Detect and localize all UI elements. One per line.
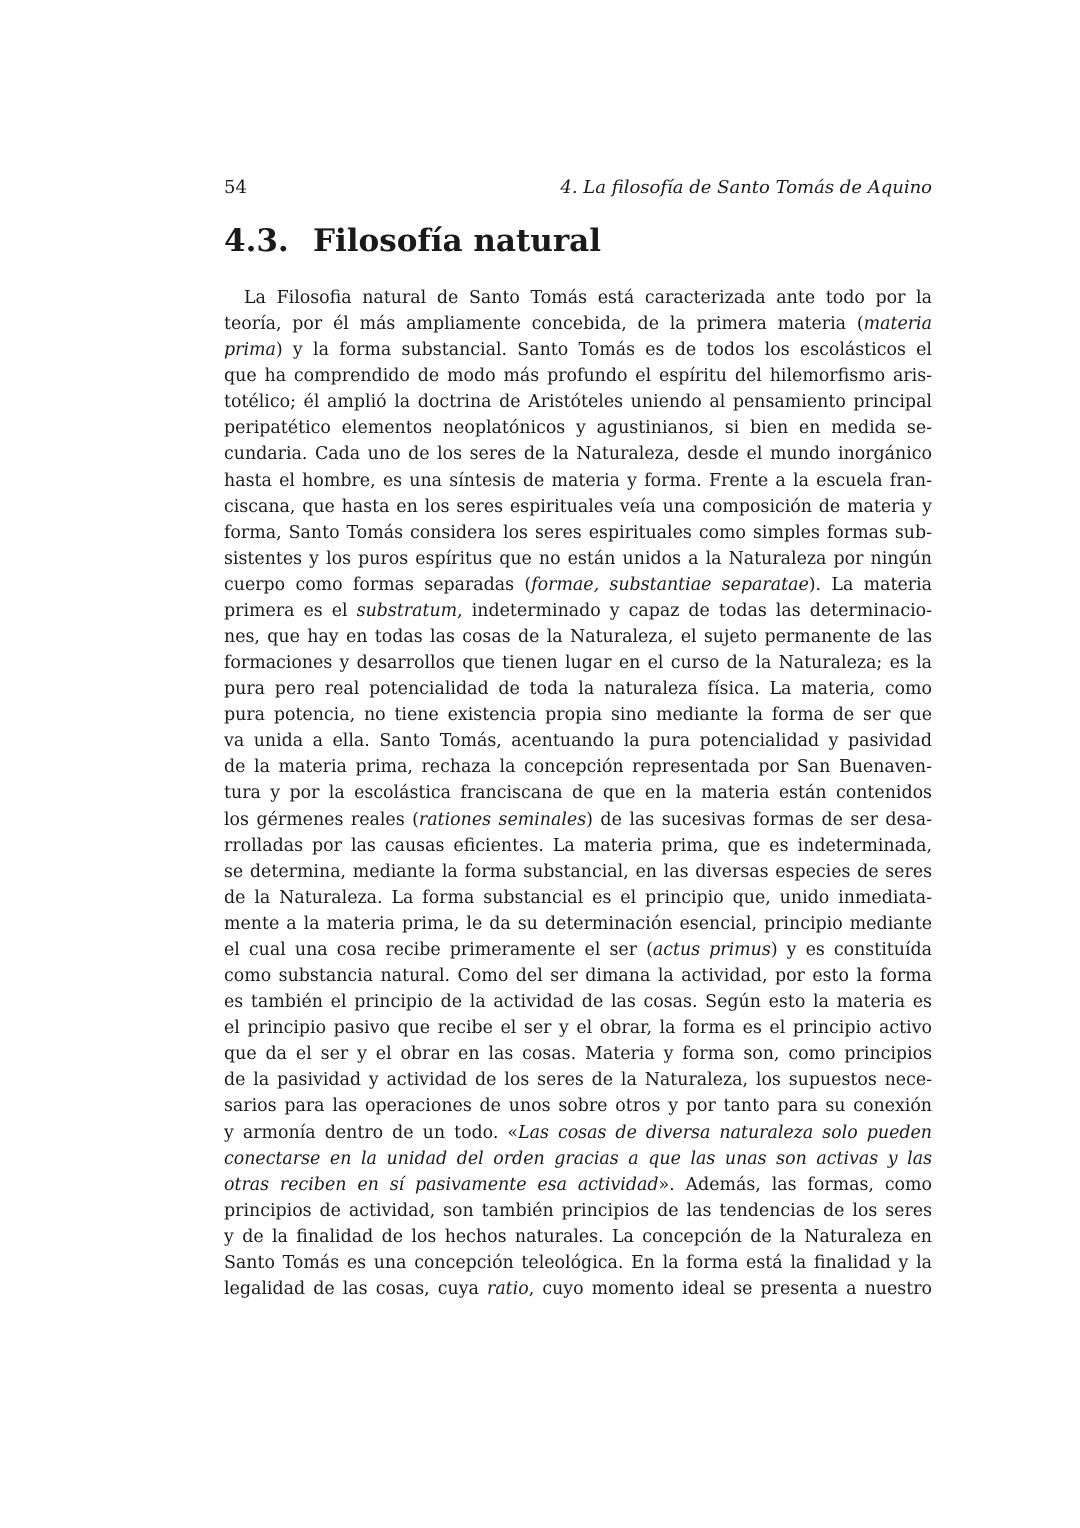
text-run: ciscana, que hasta en los seres espirituales veía una composición de materia y [224, 496, 932, 517]
text-run: que da el ser y el obrar en las cosas. Materia y forma son, como principios [224, 1044, 932, 1065]
text-run: de la materia prima, rechaza la concepción representada por San Buenaven- [224, 757, 932, 778]
text-line [224, 1172, 932, 1198]
text-line [224, 1250, 932, 1276]
text-line [224, 624, 932, 650]
text-run: ) y es constituída [770, 939, 933, 960]
text-run: y de la finalidad de los hechos naturales. La concepción de la Naturaleza en [224, 1226, 932, 1247]
text-line [224, 1146, 932, 1172]
italic-term: rationes seminales [418, 809, 587, 830]
text-line [224, 650, 932, 676]
text-line [224, 859, 932, 885]
text-line [224, 337, 932, 363]
text-line [224, 807, 932, 833]
text-line [224, 885, 932, 911]
text-line [224, 1093, 932, 1119]
text-run: cuerpo como formas separadas ( [224, 574, 532, 595]
text-run: formaciones y desarrollos que tienen lugar en el curso de la Naturaleza; es la [224, 653, 932, 674]
text-line [224, 1224, 932, 1250]
text-run: pura pero real potencialidad de toda la naturaleza física. La materia, como [224, 679, 932, 700]
text-run: se determina, mediante la forma substancial, en las diversas especies de seres [224, 861, 932, 882]
text-line [224, 389, 932, 415]
text-run: , cuyo momento ideal se presenta a nuestro [528, 1278, 932, 1299]
text-run: como substancia natural. Como del ser dimana la actividad, por esto la forma [224, 966, 932, 987]
text-run: ) de las sucesivas formas de ser desa- [586, 809, 932, 830]
text-line [224, 546, 932, 572]
text-line [224, 598, 932, 624]
text-run: cundaria. Cada uno de los seres de la Naturaleza, desde el mundo inorgánico [224, 444, 932, 465]
text-run: , indeterminado y capaz de todas las determinacio- [457, 600, 932, 621]
section-number: 4.3. [224, 223, 289, 259]
italic-term: ratio [487, 1278, 529, 1299]
text-line [224, 1120, 932, 1146]
text-run: nes, que hay en todas las cosas de la Naturaleza, el sujeto permanente de las [224, 627, 932, 648]
text-run: es también el principio de la actividad de las cosas. Según esto la materia es [224, 992, 932, 1013]
text-run: que ha comprendido de modo más profundo el espíritu del hilemorfismo aris- [224, 366, 932, 387]
text-line [224, 363, 932, 389]
text-line [224, 754, 932, 780]
text-run: principios de actividad, son también principios de las tendencias de los seres [224, 1200, 932, 1221]
text-line [224, 468, 932, 494]
text-line [224, 520, 932, 546]
text-line [224, 989, 932, 1015]
text-run: ». Además, las formas, como [658, 1174, 932, 1195]
text-run: sarios para las operaciones de unos sobre otros y por tanto para su conexión [224, 1096, 932, 1117]
italic-term: materia [863, 314, 932, 335]
text-run: mente a la materia prima, le da su determinación esencial, principio mediante [224, 913, 932, 934]
text-run: pura potencia, no tiene existencia propia sino mediante la forma de ser que [224, 705, 932, 726]
text-run: y armonía dentro de un todo. « [224, 1122, 519, 1143]
text-line [224, 1015, 932, 1041]
text-run: La Filosofia natural de Santo Tomás está caracterizada ante todo por la [244, 288, 932, 308]
italic-term: Las cosas de diversa naturaleza solo pueden [518, 1122, 932, 1143]
italic-term: actus primus [652, 939, 771, 960]
text-line [224, 441, 932, 467]
text-run: el cual una cosa recibe primeramente el ser ( [224, 939, 653, 960]
text-run: totélico; él amplió la doctrina de Aristóteles uniendo al pensamiento principal [224, 392, 932, 413]
text-run: tura y por la escolástica franciscana de que en la materia están contenidos [224, 783, 932, 804]
section-title: Filosofía natural [313, 223, 602, 259]
italic-term: formae, substantiae separatae [531, 574, 809, 595]
text-run: teoría, por él más ampliamente concebida, de la primera materia ( [224, 314, 864, 335]
text-line [224, 702, 932, 728]
text-run: los gérmenes reales ( [224, 809, 419, 830]
text-run: va unida a ella. Santo Tomás, acentuando la pura potencialidad y pasividad [224, 731, 932, 752]
chapter-running-title: 4. La filosofía de Santo Tomás de Aquino [560, 177, 932, 198]
text-run: forma, Santo Tomás considera los seres espirituales como simples formas sub- [224, 522, 932, 543]
text-line [224, 1276, 932, 1302]
text-run: de la pasividad y actividad de los seres de la Naturaleza, los supuestos nece- [224, 1070, 932, 1091]
body-paragraph [224, 285, 932, 1302]
section-heading [224, 218, 601, 264]
text-run: de la Naturaleza. La forma substancial es el principio que, unido inmediata- [224, 887, 932, 908]
text-line [224, 1067, 932, 1093]
text-line [224, 780, 932, 806]
italic-term: conectarse en la unidad del orden gracias a que las unas son activas y las [224, 1148, 932, 1169]
italic-term: substratum [356, 600, 458, 621]
text-run: hasta el hombre, es una síntesis de materia y forma. Frente a la escuela fran- [224, 470, 932, 491]
italic-term: prima [224, 340, 276, 361]
text-line [224, 963, 932, 989]
text-line [224, 285, 932, 311]
text-run: primera es el [224, 600, 357, 621]
text-line [224, 1041, 932, 1067]
text-line [224, 676, 932, 702]
italic-term: otras reciben en sí pasivamente esa actividad [224, 1174, 659, 1195]
text-run: legalidad de las cosas, cuya [224, 1278, 487, 1299]
text-line [224, 415, 932, 441]
running-head [224, 174, 932, 202]
text-line [224, 311, 932, 337]
text-line [224, 1198, 932, 1224]
text-run: peripatético elementos neoplatónicos y agustinianos, si bien en medida se- [224, 418, 932, 439]
text-line [224, 937, 932, 963]
text-line [224, 494, 932, 520]
text-run: rrolladas por las causas eficientes. La materia prima, que es indeterminada, [224, 835, 932, 856]
text-line [224, 911, 932, 937]
text-run: Santo Tomás es una concepción teleológica. En la forma está la finalidad y la [224, 1252, 932, 1273]
text-run: ) y la forma substancial. Santo Tomás es de todos los escolásticos el [275, 340, 932, 361]
text-run: el principio pasivo que recibe el ser y el obrar, la forma es el principio activo [224, 1018, 932, 1039]
text-line [224, 728, 932, 754]
text-run: ). La materia [808, 574, 933, 595]
text-line [224, 833, 932, 859]
text-line [224, 572, 932, 598]
page-number: 54 [224, 177, 247, 198]
text-run: sistentes y los puros espíritus que no están unidos a la Naturaleza por ningún [224, 548, 932, 569]
